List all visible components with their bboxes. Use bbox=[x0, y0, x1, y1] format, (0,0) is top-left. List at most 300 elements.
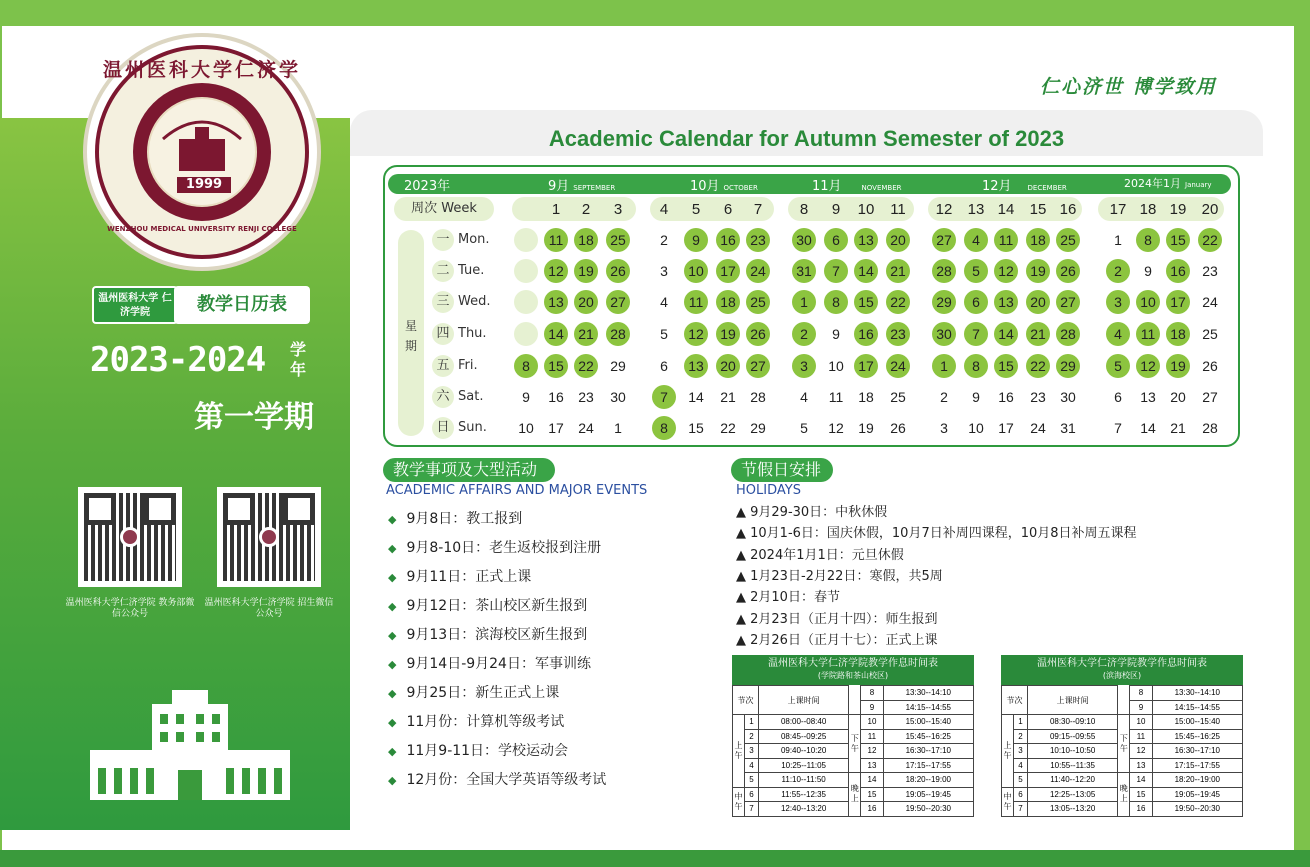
timetable-cell: 14 bbox=[861, 773, 883, 788]
calendar-day-cell: 25 bbox=[1202, 326, 1218, 342]
calendar-day-cell: 19 bbox=[1166, 354, 1190, 378]
calendar-day-cell: 18 bbox=[1026, 228, 1050, 252]
calendar-day-cell: 2 bbox=[660, 232, 668, 248]
calendar-day-cell: 13 bbox=[1140, 389, 1156, 405]
calendar-day-cell: 3 bbox=[1106, 290, 1130, 314]
diamond-bullet-icon: ◆ bbox=[388, 774, 397, 787]
timetable-cell: 下午 bbox=[849, 715, 861, 773]
calendar-day-cell bbox=[514, 290, 538, 314]
calendar-day-cell: 10 bbox=[828, 358, 844, 374]
calendar-day-cell: 17 bbox=[998, 420, 1014, 436]
holidays-section-title-en: HOLIDAYS bbox=[736, 483, 801, 498]
timetable-cell: 12:25--13:05 bbox=[1027, 787, 1117, 802]
calendar-day-cell: 17 bbox=[548, 420, 564, 436]
calendar-day-cell: 22 bbox=[574, 354, 598, 378]
timetable-cell: 11:55--12:35 bbox=[758, 787, 848, 802]
week-number: 11 bbox=[890, 201, 906, 218]
calendar-day-cell: 16 bbox=[716, 228, 740, 252]
event-item bbox=[388, 711, 564, 731]
week-number: 12 bbox=[935, 201, 953, 218]
calendar-day-cell: 14 bbox=[688, 389, 704, 405]
timetable-title-text: 温州医科大学仁济学院教学作息时间表 bbox=[768, 658, 938, 669]
timetable-cell: 1 bbox=[745, 715, 759, 730]
qr-code-admissions[interactable] bbox=[217, 487, 321, 587]
timetable-cell: 2 bbox=[1014, 729, 1028, 744]
weekday-label bbox=[432, 229, 502, 251]
calendar-day-cell: 26 bbox=[1202, 358, 1218, 374]
calendar-day-cell: 14 bbox=[994, 322, 1018, 346]
qr-pattern bbox=[223, 493, 315, 581]
diamond-bullet-icon: ◆ bbox=[388, 513, 397, 526]
timetable-cell: 19:05--19:45 bbox=[1152, 787, 1242, 802]
holiday-item: ▲ 2月23日（正月十四）：师生报到 bbox=[736, 611, 938, 627]
calendar-day-cell: 23 bbox=[746, 228, 770, 252]
calendar-day-cell: 9 bbox=[832, 326, 840, 342]
timetable-cell: 14:15--14:55 bbox=[1152, 700, 1242, 715]
timetable-cell: 15:45--16:25 bbox=[883, 729, 973, 744]
calendar-day-cell: 22 bbox=[886, 290, 910, 314]
calendar-day-cell: 29 bbox=[610, 358, 626, 374]
timetable-cell: 晚上 bbox=[1118, 773, 1130, 817]
calendar-day-cell: 25 bbox=[1056, 228, 1080, 252]
timetable-cell: 16 bbox=[1130, 802, 1152, 817]
calendar-day-cell: 5 bbox=[964, 259, 988, 283]
timetable-cell: 12 bbox=[1130, 744, 1152, 759]
timetable-cell bbox=[1118, 700, 1130, 715]
calendar-day-cell: 24 bbox=[578, 420, 594, 436]
calendar-day-cell: 6 bbox=[964, 290, 988, 314]
week-row-label: 周次 Week bbox=[394, 197, 494, 221]
calendar-day-cell: 21 bbox=[720, 389, 736, 405]
calendar-day-cell: 14 bbox=[544, 322, 568, 346]
diamond-bullet-icon: ◆ bbox=[388, 658, 397, 671]
timetable-cell: 上午 bbox=[733, 715, 745, 788]
timetable-cell: 09:40--10:20 bbox=[758, 744, 848, 759]
holidays-section-title: 节假日安排 bbox=[731, 458, 833, 482]
diamond-bullet-icon: ◆ bbox=[388, 542, 397, 555]
calendar-day-cell: 5 bbox=[1106, 354, 1130, 378]
calendar-day-cell: 31 bbox=[1060, 420, 1076, 436]
holiday-item: ▲ 9月29-30日：中秋休假 bbox=[736, 505, 888, 520]
timetable-cell: 中午 bbox=[1002, 787, 1014, 816]
calendar-day-cell: 7 bbox=[824, 259, 848, 283]
badge-college: 温州医科大学 仁济学院 bbox=[92, 286, 178, 324]
calendar-day-cell: 9 bbox=[1144, 263, 1152, 279]
calendar-day-cell: 23 bbox=[1202, 263, 1218, 279]
event-item bbox=[388, 537, 601, 557]
calendar-day-cell: 28 bbox=[1056, 322, 1080, 346]
timetable bbox=[732, 655, 974, 817]
calendar-day-cell: 13 bbox=[854, 228, 878, 252]
calendar-day-cell: 2 bbox=[1106, 259, 1130, 283]
week-number: 2 bbox=[581, 201, 591, 218]
timetable-cell: 6 bbox=[745, 787, 759, 802]
timetable-title bbox=[732, 655, 974, 685]
timetable-cell: 10:25--11:05 bbox=[758, 758, 848, 773]
qr-caption: 温州医科大学仁济学院 招生微信公众号 bbox=[204, 598, 334, 619]
timetable-cell bbox=[849, 700, 861, 715]
weekday-zh: 一 bbox=[432, 229, 454, 251]
week-number: 4 bbox=[659, 201, 669, 218]
timetable-cell: 15 bbox=[1130, 787, 1152, 802]
event-text: 12月份：全国大学英语等级考试 bbox=[406, 772, 607, 788]
qr-pattern bbox=[84, 493, 176, 581]
week-number: 19 bbox=[1169, 201, 1187, 218]
timetable-subtitle: (学院路和茶山校区) bbox=[817, 671, 889, 680]
week-number: 15 bbox=[1029, 201, 1047, 218]
calendar-day-cell: 10 bbox=[1136, 290, 1160, 314]
calendar-day-cell: 27 bbox=[746, 354, 770, 378]
timetable-cell: 12:40--13:20 bbox=[758, 802, 848, 817]
weekday-zh: 四 bbox=[432, 323, 454, 345]
calendar-day-cell: 1 bbox=[792, 290, 816, 314]
month-header bbox=[982, 175, 1067, 194]
calendar-day-cell: 18 bbox=[574, 228, 598, 252]
page-title: Academic Calendar for Autumn Semester of 2023 bbox=[548, 126, 1065, 151]
timetable-cell: 08:45--09:25 bbox=[758, 729, 848, 744]
weekday-en: Tue. bbox=[458, 263, 485, 278]
timetable-cell: 16:30--17:10 bbox=[883, 744, 973, 759]
timetable-cell: 17:15--17:55 bbox=[883, 758, 973, 773]
calendar-day-cell bbox=[514, 322, 538, 346]
month-name: 10月 bbox=[690, 179, 720, 194]
timetable-cell: 11:40--12:20 bbox=[1027, 773, 1117, 788]
calendar-day-cell: 8 bbox=[824, 290, 848, 314]
calendar-day-cell: 15 bbox=[1166, 228, 1190, 252]
calendar-day-cell: 21 bbox=[574, 322, 598, 346]
calendar-day-cell: 23 bbox=[886, 322, 910, 346]
timetable-cell: 节次 bbox=[733, 686, 759, 715]
holiday-item: ▲ 10月1-6日：国庆休假，10月7日补周四课程，10月8日补周五课程 bbox=[736, 526, 1137, 542]
timetable-cell: 12 bbox=[861, 744, 883, 759]
month-name: 2024年1月 bbox=[1124, 177, 1181, 190]
timetable-cell: 08:00--08:40 bbox=[758, 715, 848, 730]
calendar-day-cell: 17 bbox=[854, 354, 878, 378]
weekday-label bbox=[432, 386, 502, 408]
calendar-day-cell: 21 bbox=[886, 259, 910, 283]
calendar-day-cell: 30 bbox=[610, 389, 626, 405]
calendar-day-cell: 28 bbox=[932, 259, 956, 283]
event-item bbox=[388, 740, 568, 760]
seal-english-name: WENZHOU MEDICAL UNIVERSITY RENJI COLLEGE bbox=[107, 225, 297, 233]
calendar-day-cell: 13 bbox=[684, 354, 708, 378]
timetable bbox=[1001, 655, 1243, 817]
timetable-cell: 15:00--15:40 bbox=[1152, 715, 1242, 730]
bottom-border bbox=[0, 850, 1310, 867]
diamond-bullet-icon: ◆ bbox=[388, 687, 397, 700]
calendar-day-cell: 20 bbox=[1026, 290, 1050, 314]
calendar-day-cell: 26 bbox=[1056, 259, 1080, 283]
college-motto: 仁心济世 博学致用 bbox=[1040, 76, 1217, 98]
calendar-day-cell: 7 bbox=[964, 322, 988, 346]
event-text: 9月11日：正式上课 bbox=[406, 569, 532, 585]
calendar-day-cell: 23 bbox=[1030, 389, 1046, 405]
calendar-day-cell: 24 bbox=[1202, 294, 1218, 310]
calendar-day-cell: 18 bbox=[1166, 322, 1190, 346]
college-seal-logo bbox=[95, 45, 309, 259]
month-name-en: NOVEMBER bbox=[861, 184, 902, 192]
calendar-day-cell: 2 bbox=[940, 389, 948, 405]
holiday-item: ▲ 2月10日：春节 bbox=[736, 590, 840, 606]
calendar-day-cell: 12 bbox=[1136, 354, 1160, 378]
timetable-cell: 节次 bbox=[1002, 686, 1028, 715]
calendar-day-cell: 22 bbox=[720, 420, 736, 436]
timetable-cell: 6 bbox=[1014, 787, 1028, 802]
timetable-cell: 8 bbox=[1130, 686, 1152, 701]
weekday-label bbox=[432, 417, 502, 439]
calendar-day-cell: 1 bbox=[932, 354, 956, 378]
weekday-label bbox=[432, 355, 502, 377]
calendar-day-cell: 12 bbox=[544, 259, 568, 283]
calendar-day-cell: 23 bbox=[578, 389, 594, 405]
timetable-cell: 11:10--11:50 bbox=[758, 773, 848, 788]
qr-logo-icon bbox=[259, 527, 279, 547]
event-text: 9月25日：新生正式上课 bbox=[406, 685, 560, 701]
event-text: 11月份：计算机等级考试 bbox=[406, 714, 565, 730]
seal-ring bbox=[133, 83, 271, 221]
month-name: 9月 bbox=[548, 179, 570, 194]
weekday-zh: 日 bbox=[432, 417, 454, 439]
calendar-day-cell: 11 bbox=[994, 228, 1018, 252]
weekday-label bbox=[432, 260, 502, 282]
event-item bbox=[388, 653, 591, 673]
timetable-cell: 17:15--17:55 bbox=[1152, 758, 1242, 773]
weekday-zh: 六 bbox=[432, 386, 454, 408]
qr-logo-icon bbox=[120, 527, 140, 547]
qr-code-academic[interactable] bbox=[78, 487, 182, 587]
weekday-zh: 三 bbox=[432, 291, 454, 313]
diamond-bullet-icon: ◆ bbox=[388, 600, 397, 613]
seal-name: 温州医科大学仁济学 bbox=[102, 59, 301, 81]
diamond-bullet-icon: ◆ bbox=[388, 716, 397, 729]
timetable-cell: 14 bbox=[1130, 773, 1152, 788]
event-item bbox=[388, 624, 587, 644]
calendar-day-cell: 12 bbox=[684, 322, 708, 346]
calendar-day-cell: 31 bbox=[792, 259, 816, 283]
calendar-day-cell: 26 bbox=[746, 322, 770, 346]
timetable-cell: 13:30--14:10 bbox=[1152, 686, 1242, 701]
calendar-day-cell: 25 bbox=[606, 228, 630, 252]
calendar-day-cell: 18 bbox=[858, 389, 874, 405]
calendar-day-cell bbox=[514, 259, 538, 283]
timetable-cell: 16:30--17:10 bbox=[1152, 744, 1242, 759]
timetable-cell: 19:50--20:30 bbox=[1152, 802, 1242, 817]
timetable-cell: 8 bbox=[861, 686, 883, 701]
timetable-cell: 10:10--10:50 bbox=[1027, 744, 1117, 759]
timetable-cell: 3 bbox=[1014, 744, 1028, 759]
week-number: 20 bbox=[1201, 201, 1219, 218]
timetable-cell: 下午 bbox=[1118, 715, 1130, 773]
event-text: 9月8日：教工报到 bbox=[406, 511, 523, 527]
timetable-cell: 13:05--13:20 bbox=[1027, 802, 1117, 817]
month-header bbox=[812, 175, 902, 194]
timetable-cell: 09:15--09:55 bbox=[1027, 729, 1117, 744]
calendar-day-cell: 17 bbox=[1166, 290, 1190, 314]
weekday-en: Mon. bbox=[458, 232, 490, 247]
weekday-en: Fri. bbox=[458, 358, 478, 373]
timetable-grid bbox=[1001, 685, 1243, 817]
calendar-day-cell: 4 bbox=[1106, 322, 1130, 346]
calendar-day-cell: 21 bbox=[1026, 322, 1050, 346]
calendar-day-cell: 18 bbox=[716, 290, 740, 314]
timetable-cell: 08:30--09:10 bbox=[1027, 715, 1117, 730]
calendar-day-cell: 20 bbox=[886, 228, 910, 252]
calendar-day-cell: 27 bbox=[1202, 389, 1218, 405]
holiday-item: ▲ 2月26日（正月十七）：正式上课 bbox=[736, 632, 938, 648]
calendar-day-cell: 25 bbox=[890, 389, 906, 405]
calendar-day-cell: 16 bbox=[548, 389, 564, 405]
calendar-day-cell: 3 bbox=[660, 263, 668, 279]
weekday-column-label: 星 期 bbox=[398, 230, 424, 436]
timetable-cell: 7 bbox=[1014, 802, 1028, 817]
calendar-day-cell: 22 bbox=[1026, 354, 1050, 378]
calendar-day-cell: 15 bbox=[854, 290, 878, 314]
calendar-day-cell: 6 bbox=[824, 228, 848, 252]
timetable-cell: 13:30--14:10 bbox=[883, 686, 973, 701]
weekday-en: Sun. bbox=[458, 420, 487, 435]
week-number: 8 bbox=[799, 201, 809, 218]
calendar-month-header bbox=[388, 174, 1231, 194]
calendar-day-cell: 8 bbox=[964, 354, 988, 378]
calendar-day-cell: 13 bbox=[994, 290, 1018, 314]
event-item bbox=[388, 595, 587, 615]
calendar-year-label: 2023年 bbox=[404, 179, 451, 194]
week-number: 17 bbox=[1109, 201, 1127, 218]
weekday-zh: 二 bbox=[432, 260, 454, 282]
calendar-day-cell: 11 bbox=[684, 290, 708, 314]
timetable-cell: 2 bbox=[745, 729, 759, 744]
month-name-en: January bbox=[1185, 181, 1212, 189]
week-number: 5 bbox=[691, 201, 701, 218]
calendar-day-cell: 11 bbox=[828, 389, 844, 405]
timetable-cell: 9 bbox=[861, 700, 883, 715]
timetable-cell: 16 bbox=[861, 802, 883, 817]
calendar-day-cell: 6 bbox=[1114, 389, 1122, 405]
timetable-cell: 上课时间 bbox=[1027, 686, 1117, 715]
calendar-day-cell: 16 bbox=[998, 389, 1014, 405]
weekday-label bbox=[432, 323, 502, 345]
timetable-subtitle: (滨海校区) bbox=[1102, 671, 1142, 680]
events-section-title-en: ACADEMIC AFFAIRS AND MAJOR EVENTS bbox=[386, 483, 648, 498]
calendar-day-cell: 16 bbox=[1166, 259, 1190, 283]
calendar-day-cell: 10 bbox=[968, 420, 984, 436]
month-header bbox=[548, 175, 615, 194]
weekday-en: Wed. bbox=[458, 294, 491, 309]
timetable-cell: 14:15--14:55 bbox=[883, 700, 973, 715]
seal-year: 1999 bbox=[177, 177, 231, 193]
calendar-day-cell: 2 bbox=[792, 322, 816, 346]
timetable-cell: 11 bbox=[861, 729, 883, 744]
timetable-cell: 18:20--19:00 bbox=[1152, 773, 1242, 788]
timetable-cell: 1 bbox=[1014, 715, 1028, 730]
timetable-cell: 5 bbox=[745, 773, 759, 788]
calendar-day-cell: 30 bbox=[932, 322, 956, 346]
calendar-day-cell: 12 bbox=[828, 420, 844, 436]
campus-building-icon bbox=[90, 690, 290, 800]
timetable-cell: 11 bbox=[1130, 729, 1152, 744]
week-number: 16 bbox=[1059, 201, 1077, 218]
timetable-cell: 13 bbox=[1130, 758, 1152, 773]
month-name-en: SEPTEMBER bbox=[573, 184, 616, 192]
semester-label: 第一学期 bbox=[194, 400, 314, 435]
calendar-day-cell: 8 bbox=[1136, 228, 1160, 252]
timetable-cell: 4 bbox=[745, 758, 759, 773]
timetable-cell: 18:20--19:00 bbox=[883, 773, 973, 788]
events-section-title: 教学事项及大型活动 bbox=[383, 458, 555, 482]
calendar-day-cell: 11 bbox=[544, 228, 568, 252]
week-number: 13 bbox=[967, 201, 985, 218]
calendar-day-cell: 29 bbox=[932, 290, 956, 314]
week-number: 6 bbox=[723, 201, 733, 218]
calendar-day-cell: 30 bbox=[1060, 389, 1076, 405]
event-item bbox=[388, 769, 606, 789]
calendar-day-cell: 28 bbox=[606, 322, 630, 346]
event-item bbox=[388, 508, 522, 528]
timetable-cell: 15:00--15:40 bbox=[883, 715, 973, 730]
timetable-cell: 3 bbox=[745, 744, 759, 759]
calendar-day-cell: 20 bbox=[716, 354, 740, 378]
calendar-day-cell: 19 bbox=[574, 259, 598, 283]
calendar-day-cell: 10 bbox=[684, 259, 708, 283]
weekday-zh: 五 bbox=[432, 355, 454, 377]
calendar-day-cell: 15 bbox=[688, 420, 704, 436]
calendar-day-cell: 28 bbox=[750, 389, 766, 405]
calendar-day-cell: 27 bbox=[606, 290, 630, 314]
timetable-cell: 上课时间 bbox=[758, 686, 848, 715]
seal-emblem bbox=[147, 97, 257, 207]
month-header bbox=[1124, 175, 1212, 191]
timetable-cell: 19:05--19:45 bbox=[883, 787, 973, 802]
timetable-cell: 4 bbox=[1014, 758, 1028, 773]
holiday-item: ▲ 1月23日-2月22日：寒假，共5周 bbox=[736, 568, 943, 584]
calendar-day-cell: 9 bbox=[522, 389, 530, 405]
week-number: 18 bbox=[1139, 201, 1157, 218]
timetable-cell: 中午 bbox=[733, 787, 745, 816]
event-text: 9月12日：茶山校区新生报到 bbox=[406, 598, 588, 614]
calendar-day-cell: 10 bbox=[518, 420, 534, 436]
calendar-day-cell: 17 bbox=[716, 259, 740, 283]
academic-year-suffix: 学年 bbox=[290, 340, 307, 379]
timetable-cell: 5 bbox=[1014, 773, 1028, 788]
calendar-day-cell: 11 bbox=[1136, 322, 1160, 346]
calendar-day-cell: 15 bbox=[544, 354, 568, 378]
weekday-en: Sat. bbox=[458, 389, 484, 404]
event-text: 9月8-10日：老生返校报到注册 bbox=[406, 540, 602, 556]
week-number: 10 bbox=[857, 201, 875, 218]
calendar-day-cell: 8 bbox=[514, 354, 538, 378]
calendar-badge bbox=[92, 286, 310, 324]
calendar-day-cell: 24 bbox=[1030, 420, 1046, 436]
diamond-bullet-icon: ◆ bbox=[388, 745, 397, 758]
month-header bbox=[690, 175, 758, 194]
qr-caption: 温州医科大学仁济学院 教务部微信公众号 bbox=[65, 598, 195, 619]
calendar-day-cell: 20 bbox=[1170, 389, 1186, 405]
timetable-cell: 晚上 bbox=[849, 773, 861, 817]
timetable-cell: 上午 bbox=[1002, 715, 1014, 788]
event-text: 11月9-11日：学校运动会 bbox=[406, 743, 569, 759]
calendar-day-cell: 12 bbox=[994, 259, 1018, 283]
timetable-cell: 7 bbox=[745, 802, 759, 817]
calendar-day-cell: 1 bbox=[1114, 232, 1122, 248]
timetable-cell: 10 bbox=[861, 715, 883, 730]
calendar-day-cell: 4 bbox=[964, 228, 988, 252]
timetable-cell: 9 bbox=[1130, 700, 1152, 715]
event-text: 9月13日：滨海校区新生报到 bbox=[406, 627, 588, 643]
calendar-day-cell: 19 bbox=[1026, 259, 1050, 283]
academic-year: 2023-2024 bbox=[90, 340, 266, 380]
calendar-day-cell bbox=[514, 228, 538, 252]
week-number: 3 bbox=[613, 201, 623, 218]
